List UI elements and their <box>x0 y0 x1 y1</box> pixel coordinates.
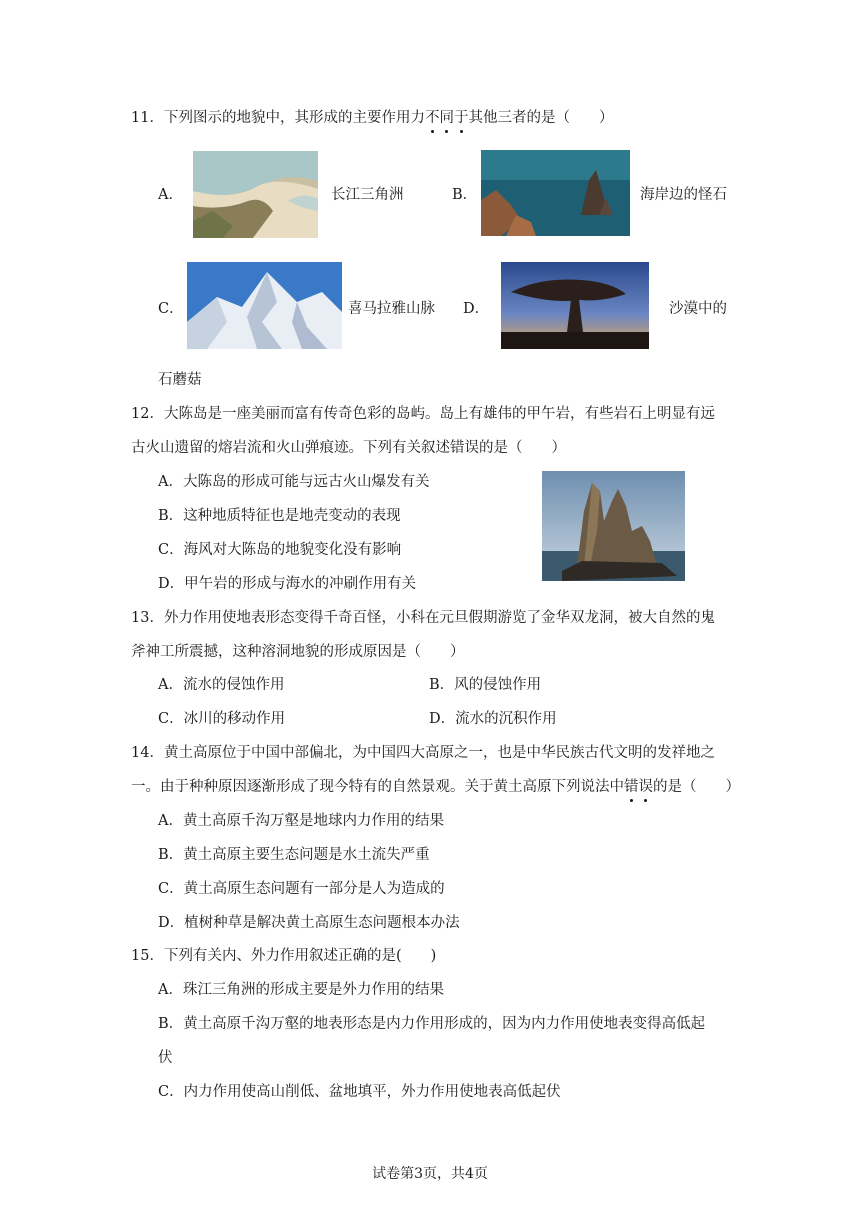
q15-option-c: C．内力作用使高山削低、盆地填平，外力作用使地表高低起伏 <box>158 1084 561 1100</box>
q14-stem-line-2: 一。由于种种原因逐渐形成了现今特有的自然景观。关于黄土高原下列说法中错误的是（ ） <box>131 779 740 795</box>
q13-option-a: A．流水的侵蚀作用 <box>158 677 285 693</box>
q11-option-a-caption: 长江三角洲 <box>331 187 404 203</box>
q12-stem-line-2: 古火山遗留的熔岩流和火山弹痕迹。下列有关叙述错误的是（ ） <box>131 440 566 456</box>
q12-option-b: B．这种地质特征也是地壳变动的表现 <box>158 508 401 524</box>
q11-option-c-caption: 喜马拉雅山脉 <box>348 301 435 317</box>
q11-option-c-letter: C． <box>158 301 184 317</box>
q11-option-b-letter: B． <box>452 187 478 203</box>
emphasis-char: 误 <box>638 779 653 795</box>
q15-option-a: A．珠江三角洲的形成主要是外力作用的结果 <box>158 982 444 998</box>
emphasis-char: 同 <box>439 110 454 126</box>
q15-stem: 15．下列有关内、外力作用叙述正确的是( ) <box>131 948 437 964</box>
q14-option-d: D．植树种草是解决黄土高原生态问题根本办法 <box>158 915 460 931</box>
q12-option-a: A．大陈岛的形成可能与远古火山爆发有关 <box>158 474 430 490</box>
q13-option-c: C．冰川的移动作用 <box>158 711 286 727</box>
page-footer: 试卷第3页，共4页 <box>372 1166 488 1182</box>
q14-stem-line-1: 14．黄土高原位于中国中部偏北，为中国四大高原之一，也是中华民族古代文明的发祥地之 <box>131 745 715 761</box>
river-delta-photo <box>193 151 318 238</box>
q13-stem-line-2: 斧神工所震撼，这种溶洞地貌的形成原因是（ ） <box>131 644 465 660</box>
q13-option-d: D．流水的沉积作用 <box>429 711 557 727</box>
coastal-rocks-photo <box>481 150 630 236</box>
q11-option-a-letter: A． <box>158 187 183 203</box>
q12-option-d: D．甲午岩的形成与海水的冲刷作用有关 <box>158 576 417 592</box>
q14-option-a: A．黄土高原千沟万壑是地球内力作用的结果 <box>158 813 444 829</box>
q15-option-b: B．黄土高原千沟万壑的地表形态是内力作用形成的，因为内力作用使地表变得高低起 <box>158 1016 706 1032</box>
q14-option-c: C．黄土高原生态问题有一部分是人为造成的 <box>158 881 445 897</box>
q11-option-d-letter: D． <box>463 301 490 317</box>
emphasis-char: 不 <box>424 110 440 126</box>
q11-option-d-caption-continued: 石蘑菇 <box>158 372 202 388</box>
q11-stem: 11．下列图示的地貌中，其形成的主要作用力不同于其他三者的是（ ） <box>131 110 614 126</box>
q15-option-b-continued: 伏 <box>158 1050 173 1066</box>
emphasis-char: 错 <box>624 779 639 795</box>
q13-stem-line-1: 13．外力作用使地表形态变得千奇百怪，小科在元旦假期游览了金华双龙洞，被大自然的鬼 <box>131 610 715 626</box>
emphasis-dotted-text <box>624 779 653 795</box>
q12-stem-line-1: 12．大陈岛是一座美丽而富有传奇色彩的岛屿。岛上有雄伟的甲午岩，有些岩石上明显有远 <box>131 406 715 422</box>
q12-option-c: C．海风对大陈岛的地貌变化没有影响 <box>158 542 402 558</box>
mushroom-rock-photo <box>501 262 649 349</box>
emphasis-char: 于 <box>453 110 469 126</box>
sea-stack-photo <box>542 471 685 581</box>
q11-option-d-caption: 沙漠中的 <box>669 301 727 317</box>
q11-option-b-caption: 海岸边的怪石 <box>640 187 727 203</box>
snow-mountain-photo <box>187 262 342 349</box>
q13-option-b: B．风的侵蚀作用 <box>429 677 542 693</box>
q14-option-b: B．黄土高原主要生态问题是水土流失严重 <box>158 847 430 863</box>
